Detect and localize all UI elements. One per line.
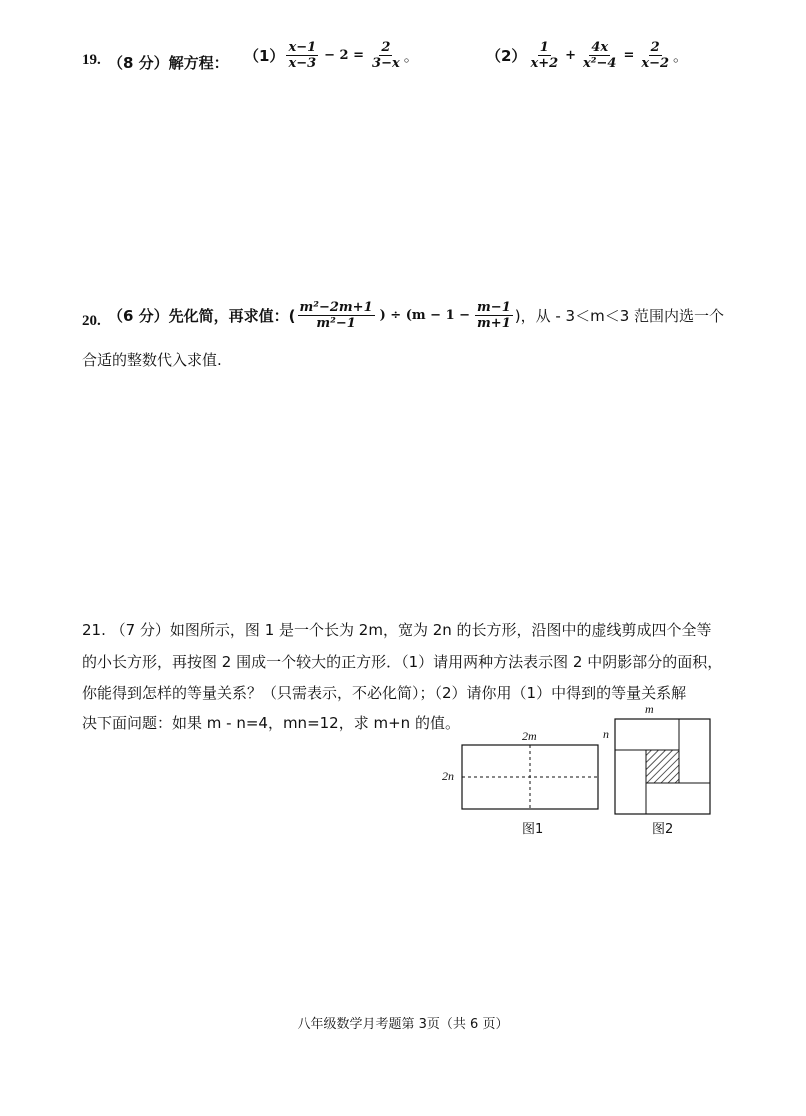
figure-1 — [440, 728, 610, 840]
q19-part2-fraction-1 — [528, 40, 560, 71]
figure-2 — [600, 702, 720, 838]
q19-part1-rhs-fraction — [370, 40, 402, 71]
q19-part2-numerator-2: 4x — [591, 40, 609, 55]
q19-part2-fraction-2 — [581, 40, 618, 71]
q20-number: 20. — [82, 313, 101, 329]
page-footer: 八年级数学月考题第 3页（共 6 页） — [297, 1017, 509, 1032]
q19-points: （8 分）解方程： — [108, 54, 229, 72]
q20-fraction-1 — [298, 300, 375, 331]
q19-part1-mid: − 2 = — [324, 48, 365, 63]
q20-expression — [108, 300, 724, 331]
q19-part1-end: 。 — [403, 47, 419, 65]
q19-part1 — [244, 40, 419, 71]
q20-fraction-2-numerator: m−1 — [477, 300, 511, 315]
q19-part1-lhs-denominator: x−3 — [288, 56, 317, 71]
q19-number: 19. — [82, 52, 101, 68]
figure-2-top-label: m — [645, 702, 654, 716]
q19-part2-fraction-3 — [639, 40, 671, 71]
q20-fraction-1-numerator: m²−2m+1 — [299, 300, 373, 315]
q19-part2-label: （2） — [486, 47, 527, 65]
q19-part2 — [486, 40, 688, 71]
figure-2-shaded-square — [646, 750, 679, 783]
q19-part2-numerator-3: 2 — [650, 40, 660, 55]
q19-part2-equals: = — [623, 48, 635, 63]
q21-line4: 决下面问题：如果 m - n=4，mn=12，求 m+n 的值。 — [82, 714, 460, 732]
q19-part1-rhs-denominator: 3−x — [372, 56, 400, 71]
q21-line3: 你能得到怎样的等量关系？（只需表示，不必化简）；（2）请你用（1）中得到的等量关系解 — [82, 684, 687, 702]
q19-part1-lhs-numerator: x−1 — [288, 40, 317, 55]
figure-1-caption: 图1 — [522, 822, 544, 837]
q19-part2-denominator-1: x+2 — [530, 56, 559, 71]
figure-2-caption: 图2 — [652, 822, 674, 837]
q20-tail: )，从 - 3＜m＜3 范围内选一个 — [514, 307, 725, 325]
q19-part2-numerator-1: 1 — [539, 40, 549, 55]
figure-2-side-label: n — [603, 727, 609, 741]
q20-fraction-2 — [475, 300, 513, 331]
figure-1-top-label: 2m — [522, 729, 537, 743]
q19-part2-end: 。 — [673, 47, 689, 65]
q19-part1-label: （1） — [244, 47, 285, 65]
q19-part1-lhs-fraction — [286, 40, 318, 71]
q21-line2: 的小长方形，再按图 2 围成一个较大的正方形．（1）请用两种方法表示图 2 中阴影部分的面积， — [82, 653, 723, 671]
q20-line2: 合适的整数代入求值. — [82, 351, 222, 369]
q19-part2-plus: + — [565, 48, 577, 63]
q19-part1-rhs-numerator: 2 — [381, 40, 391, 55]
figure-1-side-label: 2n — [442, 769, 454, 783]
q20-fraction-2-denominator: m+1 — [477, 316, 511, 331]
q19-part2-denominator-3: x−2 — [641, 56, 670, 71]
q20-mid: ) ÷ (m − 1 − — [379, 308, 471, 323]
q21-line1: 21. （7 分）如图所示，图 1 是一个长为 2m，宽为 2n 的长方形，沿图中的虚线剪成四个全等 — [82, 621, 712, 639]
q19-part2-denominator-2: x²−4 — [583, 56, 617, 71]
q20-points: （6 分）先化简，再求值：( — [108, 307, 296, 325]
q20-fraction-1-denominator: m²−1 — [316, 316, 356, 331]
